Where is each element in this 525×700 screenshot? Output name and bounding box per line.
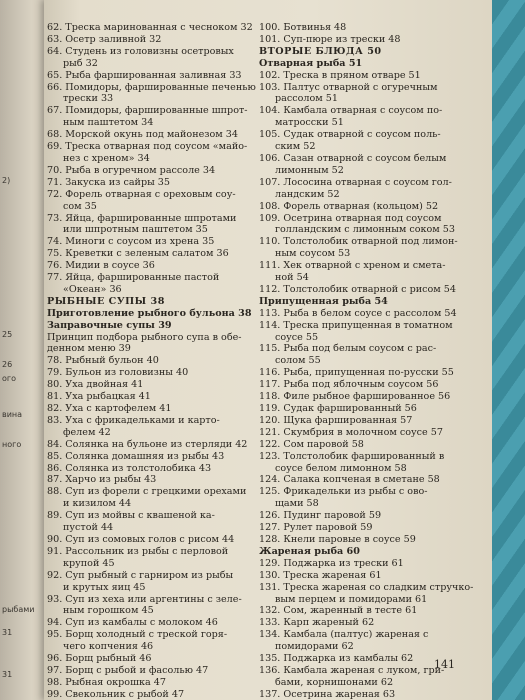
edge-text-fragment: ного [2, 440, 22, 449]
toc-entry: 81. Уха рыбацкая 41 [47, 391, 151, 403]
toc-entry: 70. Рыба в огуречном рассоле 34 [47, 164, 216, 176]
toc-entry: трески 33 [63, 93, 114, 105]
toc-entry: 91. Рассольник из рыбы с перловой [47, 545, 229, 557]
toc-entry: 109. Осетрина отварная под соусом [259, 212, 442, 224]
toc-entry: 87. Харчо из рыбы 43 [47, 474, 157, 486]
toc-entry: 80. Уха двойная 41 [47, 379, 144, 391]
toc-subheading: Отварная рыба 51 [259, 57, 363, 69]
toc-entry: 126. Пудинг паровой 59 [259, 510, 382, 522]
edge-text-fragment: 2) [2, 176, 11, 185]
toc-entry: 100. Ботвинья 48 [259, 22, 347, 33]
toc-entry: 104. Камбала отварная с соусом по- [259, 105, 443, 117]
toc-entry: 133. Карп жареный 62 [259, 617, 375, 629]
toc-entry: 127. Рулет паровой 59 [259, 522, 373, 534]
toc-entry: 131. Треска жареная со сладким стручко- [259, 581, 474, 593]
toc-subheading: Жареная рыба 60 [259, 545, 360, 557]
toc-entry: и кизилом 44 [63, 498, 132, 510]
toc-left-column [47, 22, 259, 700]
toc-entry: соусе 55 [275, 331, 319, 343]
toc-entry: 93. Суп из хеха или аргентины с зеле- [47, 593, 242, 605]
toc-entry: 132. Сом, жаренный в тесте 61 [259, 605, 418, 617]
toc-entry: 119. Судак фаршированный 56 [259, 403, 417, 414]
toc-entry: 135. Поджарка из камбалы 62 [259, 653, 414, 665]
toc-entry: 112. Толстолобик отварной с рисом 54 [259, 283, 457, 295]
toc-entry: 99. Свекольник с рыбой 47 [47, 688, 185, 700]
toc-entry: 101. Суп-пюре из трески 48 [259, 33, 401, 45]
toc-entry: 118. Филе рыбное фаршированное 56 [259, 391, 451, 403]
toc-entry: ным паштетом 34 [63, 117, 154, 129]
toc-entry: 89. Суп из мойвы с квашеной ка- [47, 510, 215, 522]
toc-entry: и крутых яиц 45 [63, 581, 146, 593]
toc-entry: 129. Поджарка из трески 61 [259, 557, 404, 569]
toc-entry: 102. Треска в пряном отваре 51 [259, 69, 421, 81]
toc-entry: 75. Креветки с зеленым салатом 36 [47, 248, 229, 260]
toc-entry: 64. Студень из головизны осетровых [47, 45, 234, 57]
toc-entry: 71. Закуска из сайры 35 [47, 176, 170, 188]
toc-entry: 67. Помидоры, фаршированные шпрот- [47, 105, 248, 117]
toc-entry: 124. Салака копченая в сметане 58 [259, 474, 440, 486]
toc-entry: 88. Суп из форели с грецкими орехами [47, 486, 247, 498]
toc-entry: 120. Щука фаршированная 57 [259, 414, 413, 426]
toc-entry: 128. Кнели паровые в соусе 59 [259, 533, 416, 545]
toc-entry: рыб 32 [63, 57, 98, 69]
toc-entry: 115. Рыба под белым соусом с рас- [259, 343, 437, 355]
toc-entry: 108. Форель отварная (кольцом) 52 [259, 200, 439, 212]
toc-entry: ским 52 [275, 141, 316, 153]
toc-entry: 69. Треска отварная под соусом «майо- [47, 141, 248, 153]
edge-text-fragment: 31 [2, 670, 13, 679]
toc-entry: 134. Камбала (палтус) жареная с [259, 629, 429, 641]
toc-entry: 97. Борщ с рыбой и фасолью 47 [47, 664, 209, 676]
toc-entry: 62. Треска маринованная с чесноком 32 [47, 22, 253, 33]
book-cover-edge [492, 0, 525, 700]
toc-entry: 86. Солянка из толстолобика 43 [47, 462, 212, 474]
toc-subheading: Приготовление рыбного бульона 38 [47, 307, 252, 319]
toc-entry: 84. Солянка на бульоне из стерляди 42 [47, 438, 248, 450]
toc-entry: сом 35 [63, 200, 97, 212]
toc-entry: 95. Борщ холодный с треской горя- [47, 629, 228, 641]
toc-entry: матросски 51 [275, 117, 344, 129]
toc-entry: 74. Миноги с соусом из хрена 35 [47, 236, 215, 248]
toc-entry: помидорами 62 [275, 641, 354, 653]
toc-entry: 106. Сазан отварной с соусом белым [259, 152, 447, 164]
edge-text-fragment: рыбами [2, 605, 35, 614]
toc-entry: щами 58 [275, 498, 319, 510]
edge-text-fragment: вина [2, 410, 23, 419]
toc-entry: «Океан» 36 [63, 283, 122, 295]
edge-text-fragment: 31 [2, 628, 13, 637]
toc-right-column [259, 22, 485, 700]
book-page [44, 0, 492, 700]
toc-entry: 123. Толстолобик фаршированный в [259, 450, 445, 462]
toc-entry: голландским с лимонным соком 53 [275, 224, 456, 236]
toc-entry: 121. Скумбрия в молочном соусе 57 [259, 426, 443, 438]
toc-entry: фелем 42 [63, 426, 111, 438]
toc-entry: 122. Сом паровой 58 [259, 438, 364, 450]
toc-entry: бами, корнишонами 62 [275, 676, 394, 688]
toc-subheading: Заправочные супы 39 [47, 319, 172, 331]
toc-entry: ным соусом 53 [275, 248, 351, 260]
toc-entry: 73. Яйца, фаршированные шпротами [47, 212, 237, 224]
toc-entry: 63. Осетр заливной 32 [47, 33, 162, 45]
toc-entry: 66. Помидоры, фаршированные печенью [47, 81, 256, 93]
toc-entry: 113. Рыба в белом соусе с рассолом 54 [259, 307, 457, 319]
toc-section-heading: ВТОРЫЕ БЛЮДА 50 [259, 45, 382, 57]
toc-subheading: Припущенная рыба 54 [259, 295, 388, 307]
toc-entry: 137. Осетрина жареная 63 [259, 688, 396, 700]
toc-entry: чего копчения 46 [63, 641, 154, 653]
toc-entry: 110. Толстолобик отварной под лимон- [259, 236, 458, 248]
toc-entry: Принцип подбора рыбного супа в обе- [47, 331, 242, 343]
toc-entry: ным горошком 45 [63, 605, 154, 617]
toc-entry: 77. Яйца, фаршированные пастой [47, 272, 220, 284]
toc-entry: 82. Уха с картофелем 41 [47, 403, 172, 414]
edge-text-fragment: ого [2, 374, 16, 383]
toc-entry: соусе белом лимонном 58 [275, 462, 407, 474]
toc-entry: нез с хреном» 34 [63, 152, 150, 164]
toc-entry: 76. Мидии в соусе 36 [47, 260, 155, 272]
toc-entry: 125. Фрикадельки из рыбы с ово- [259, 486, 428, 498]
toc-entry: вым перцем и помидорами 61 [275, 593, 428, 605]
toc-entry: пустой 44 [63, 522, 114, 534]
toc-entry: 114. Треска припущенная в томатном [259, 319, 453, 331]
toc-entry: 130. Треска жареная 61 [259, 569, 382, 581]
toc-entry: или шпротным паштетом 35 [63, 224, 208, 236]
page-number: 141 [434, 658, 455, 671]
toc-entry: 92. Суп рыбный с гарниром из рыбы [47, 569, 234, 581]
toc-entry: 72. Форель отварная с ореховым соу- [47, 188, 236, 200]
toc-entry: 83. Уха с фрикадельками и карто- [47, 414, 220, 426]
toc-entry: 107. Лососина отварная с соусом гол- [259, 176, 452, 188]
toc-entry: ландским 52 [275, 188, 340, 200]
toc-entry: 79. Бульон из головизны 40 [47, 367, 189, 379]
toc-entry: солом 55 [275, 355, 321, 367]
toc-entry: 105. Судак отварной с соусом поль- [259, 129, 441, 141]
toc-entry: лимонным 52 [275, 164, 344, 176]
toc-entry: крупой 45 [63, 557, 115, 569]
edge-text-fragment: 26 [2, 360, 13, 369]
toc-entry: денном меню 39 [47, 343, 131, 355]
toc-entry: 103. Палтус отварной с огуречным [259, 81, 438, 93]
toc-entry: 85. Солянка домашняя из рыбы 43 [47, 450, 225, 462]
toc-entry: 68. Морской окунь под майонезом 34 [47, 129, 238, 141]
toc-entry: 94. Суп из камбалы с молоком 46 [47, 617, 218, 629]
toc-entry: ной 54 [275, 272, 309, 284]
toc-entry: 116. Рыба, припущенная по-русски 55 [259, 367, 454, 379]
toc-entry: 111. Хек отварной с хреном и смета- [259, 260, 446, 272]
edge-text-fragment: 25 [2, 330, 13, 339]
toc-entry: 117. Рыба под яблочным соусом 56 [259, 379, 439, 391]
toc-entry: 98. Рыбная окрошка 47 [47, 676, 166, 688]
toc-entry: 96. Борщ рыбный 46 [47, 653, 152, 665]
toc-entry: 65. Рыба фаршированная заливная 33 [47, 69, 242, 81]
toc-entry: 78. Рыбный бульон 40 [47, 355, 159, 367]
toc-entry: 90. Суп из сомовых голов с рисом 44 [47, 533, 235, 545]
toc-section-heading: РЫБНЫЕ СУПЫ 38 [47, 295, 165, 307]
toc-entry: 136. Камбала жареная с луком, гри- [259, 664, 445, 676]
toc-entry: рассолом 51 [275, 93, 338, 105]
